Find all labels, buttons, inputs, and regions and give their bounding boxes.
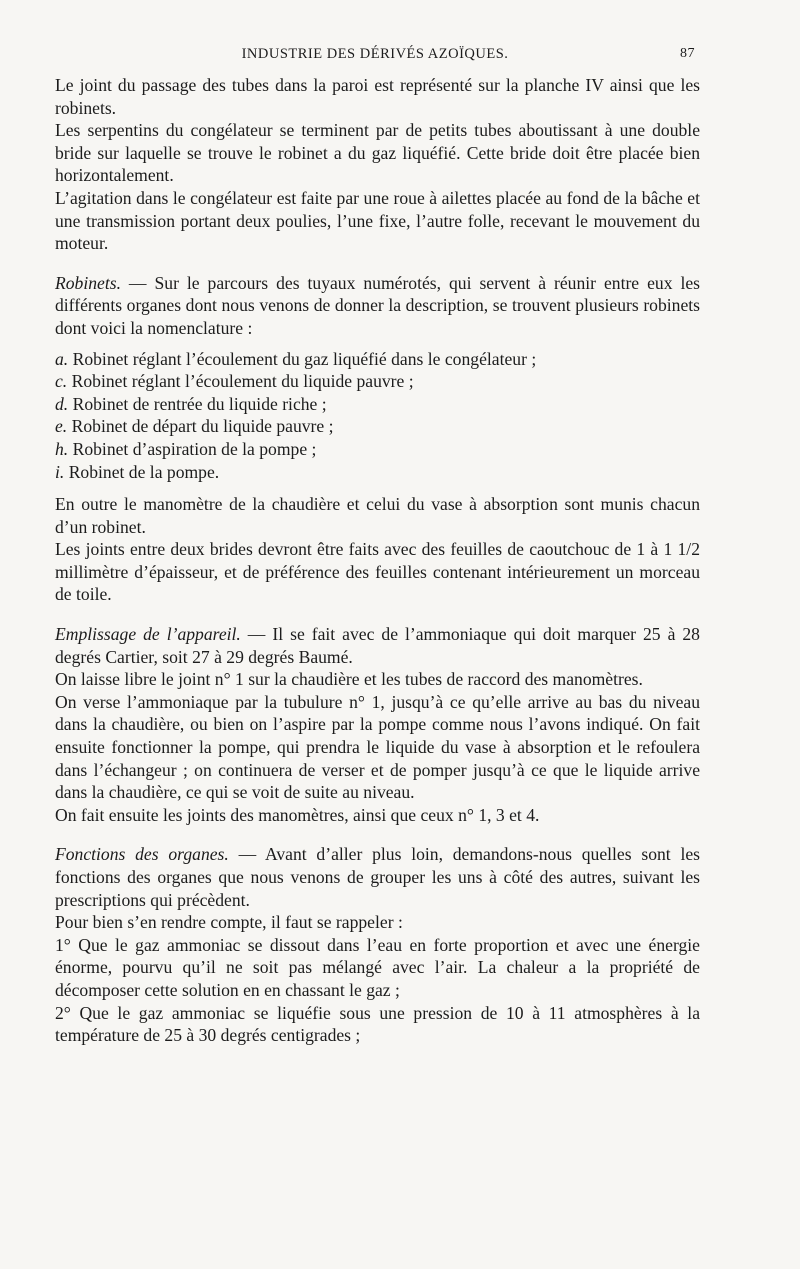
section-intro: — Sur le parcours des tuyaux numérotés, qui servent à réunir entre eux les différents organes dont nous venons de donner la description, se trouvent plusieurs robinets dont voici la nomenclature : xyxy=(55,272,700,338)
robinet-list xyxy=(55,348,700,484)
list-item xyxy=(55,415,700,438)
paragraph: 2° Que le gaz ammoniac se liquéfie sous une pression de 10 à 11 atmosphères à la température de 25 à 30 degrés centigrades ; xyxy=(55,1002,700,1046)
section-title: Robinets. xyxy=(55,272,121,293)
section-robinets xyxy=(55,272,700,340)
section-intro: — Il se fait avec de l’ammoniaque qui doit marquer 25 à 28 degrés Cartier, soit 27 à 29 degrés Baumé. xyxy=(55,624,700,667)
body-text xyxy=(55,74,700,1047)
paragraph: Les joints entre deux brides devront être faits avec des feuilles de caoutchouc de 1 à 1 1/2 millimètre d’épaisseur, et de préférence des feuilles contenant intérieurement un morceau de toile. xyxy=(55,539,700,605)
list-text: Robinet de la pompe. xyxy=(64,461,220,482)
running-title: INDUSTRIE DES DÉRIVÉS AZOÏQUES. xyxy=(241,46,509,62)
paragraph: On laisse libre le joint n° 1 sur la chaudière et les tubes de raccord des manomètres. xyxy=(55,669,643,690)
list-letter: i. xyxy=(55,461,65,482)
section-title: Emplissage de l’appareil. xyxy=(55,624,241,645)
paragraph: On fait ensuite les joints des manomètres, ainsi que ceux n° 1, 3 et 4. xyxy=(55,804,540,825)
list-text: Robinet de départ du liquide pauvre ; xyxy=(67,416,334,437)
list-letter: e. xyxy=(55,416,68,437)
list-letter: a. xyxy=(55,348,69,369)
list-item xyxy=(55,461,700,484)
running-head xyxy=(55,46,695,70)
list-item xyxy=(55,393,700,416)
paragraph: On verse l’ammoniaque par la tubulure n° 1, jusqu’à ce qu’elle arrive au bas du niveau dans la chaudière, ou bien on l’aspire par la pompe comme nous l’avons indiqué. On fait ensuite fonctionner la pompe, qui prendra le liquide du vase à absorption et le refoulera dans l’échangeur ; on continuera de verser et de pomper jusqu’à ce que le liquide arrive dans la chaudière, ce qui se voit de suite au niveau. xyxy=(55,691,700,803)
list-letter: d. xyxy=(55,393,69,414)
section-title: Fonctions des organes. xyxy=(55,844,229,865)
paragraph: Les serpentins du congélateur se terminent par de petits tubes aboutissant à une double bride sur laquelle se trouve le robinet a du gaz liquéfié. Cette bride doit être placée bien horizontalement. xyxy=(55,120,700,186)
paragraph: L’agitation dans le congélateur est faite par une roue à ailettes placée au fond de la bâche et une transmission portant deux poulies, l’une fixe, l’autre folle, recevant le mouvement du moteur. xyxy=(55,187,700,254)
list-item xyxy=(55,370,700,393)
paragraph: En outre le manomètre de la chaudière et celui du vase à absorption sont munis chacun d’un robinet. xyxy=(55,494,700,537)
list-item xyxy=(55,348,700,371)
paragraph: Le joint du passage des tubes dans la paroi est représenté sur la planche IV ainsi que les robinets. xyxy=(55,75,700,118)
list-text: Robinet réglant l’écoulement du gaz liquéfié dans le congélateur ; xyxy=(68,348,537,369)
list-text: Robinet réglant l’écoulement du liquide pauvre ; xyxy=(67,371,414,392)
paragraph: 1° Que le gaz ammoniac se dissout dans l’eau en forte proportion et avec une énergie énorme, pourvu qu’il ne soit pas mélangé avec l’air. La chaleur a la propriété de décomposer cette solution en en chassant le gaz ; xyxy=(55,934,700,1000)
section-emplissage xyxy=(55,623,700,668)
page-number: 87 xyxy=(680,46,695,61)
section-fonctions xyxy=(55,843,700,911)
paragraph: Pour bien s’en rendre compte, il faut se rappeler : xyxy=(55,912,403,933)
section-intro: — Avant d’aller plus loin, demandons-nous quelles sont les fonctions des organes que nous venons de grouper les uns à côté des autres, suivant les prescriptions qui précèdent. xyxy=(55,844,700,910)
list-letter: c. xyxy=(55,371,68,392)
list-item xyxy=(55,438,700,461)
list-letter: h. xyxy=(55,438,69,459)
list-text: Robinet de rentrée du liquide riche ; xyxy=(68,393,327,414)
list-text: Robinet d’aspiration de la pompe ; xyxy=(68,438,317,459)
